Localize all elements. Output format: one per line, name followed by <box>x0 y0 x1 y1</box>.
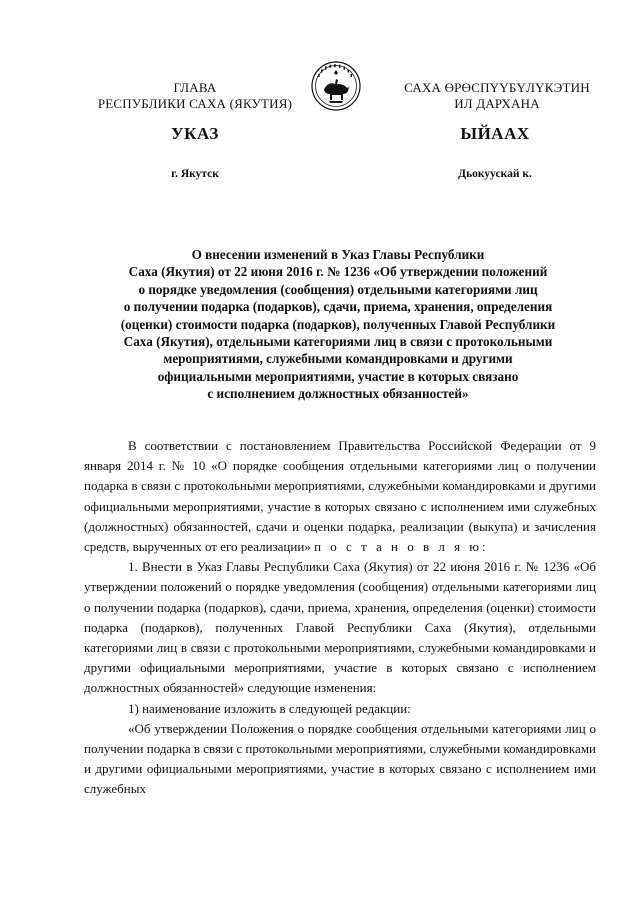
issuer-right <box>386 80 608 112</box>
heading-line: (оценки) стоимости подарка (подарков), полученных Главой Республики <box>120 316 556 332</box>
document-type-ru: УКАЗ <box>171 124 219 143</box>
issuer-left-line2: РЕСПУБЛИКИ САХА (ЯКУТИЯ) <box>97 96 293 111</box>
issuer-right-line2: ИЛ ДАРХАНА <box>454 96 540 111</box>
heading-line: с исполнением должностных обязанностей» <box>207 386 469 402</box>
heading-line: Саха (Якутия), отдельными категориями лиц в связи с протокольными <box>123 334 553 350</box>
preamble-text: В соответствии с постановлением Правительства Российской Федерации от 9 января 2014 г. № 10 «О порядке сообщения отдельными категориями лиц о получении подарка в связи с протокольными мероприятиями, служебными командировками и другими официальными мероприятиями, участие в которых связано с исполнением ими служебных (должностных) обязанностей, сдачи и оценки подарка, реализации (выкупа) и зачисления средств, вырученных от его реализации» <box>84 438 596 555</box>
decree-keyword: п о с т а н о в л я ю: <box>314 539 489 555</box>
paragraph-preamble <box>84 436 596 557</box>
issuer-left <box>84 80 306 112</box>
heading-line: О внесении изменений в Указ Главы Республики <box>191 247 485 262</box>
paragraph-item-1: 1) наименование изложить в следующей редакции: <box>128 700 411 716</box>
document-type-sah: ЫЙААХ <box>460 124 530 143</box>
city-sah: Дьокуускай к. <box>458 168 532 180</box>
paragraph-1: 1. Внести в Указ Главы Республики Саха (Якутия) от 22 июня 2016 г. № 1236 «Об утверждении положений о порядке уведомления (сообщения) отдельными категориями лиц о получении подарка (подарков), сдачи, приема, хранения, определения (оценки) стоимости подарка (подарков), полученных Главой Республики Саха (Якутия), отдельными категориями лиц в связи с протокольными мероприятиями, служебными командировками и другими официальными мероприятиями, участие в которых связано с исполнением должностных обязанностей» следующие изменения: <box>84 559 596 696</box>
heading-line: официальными мероприятиями, участие в которых связано <box>157 368 519 384</box>
coat-of-arms-icon <box>311 60 361 112</box>
issuer-right-line1: САХА ӨРӨСПҮҮБҮЛҮКЭТИН <box>404 80 590 95</box>
paragraph-quote: «Об утверждении Положения о порядке сообщения отдельными категориями лиц о получении подарка в связи с протокольными мероприятиями, служебными командировками и другими официальными мероприятиями, участие в которых связано с исполнением ими служебных <box>84 720 596 797</box>
issuer-left-line1: ГЛАВА <box>173 80 217 95</box>
heading-line: о получении подарка (подарков), сдачи, приема, хранения, определения <box>123 299 553 315</box>
city-ru: г. Якутск <box>171 168 219 180</box>
heading-line: мероприятиями, служебными командировками и другими <box>163 351 513 367</box>
decree-body <box>84 436 596 800</box>
heading-line: о порядке уведомления (сообщения) отдельными категориями лиц <box>138 281 538 297</box>
decree-heading <box>84 246 592 403</box>
heading-line: Саха (Якутия) от 22 июня 2016 г. № 1236 «Об утверждении положений <box>128 264 548 280</box>
